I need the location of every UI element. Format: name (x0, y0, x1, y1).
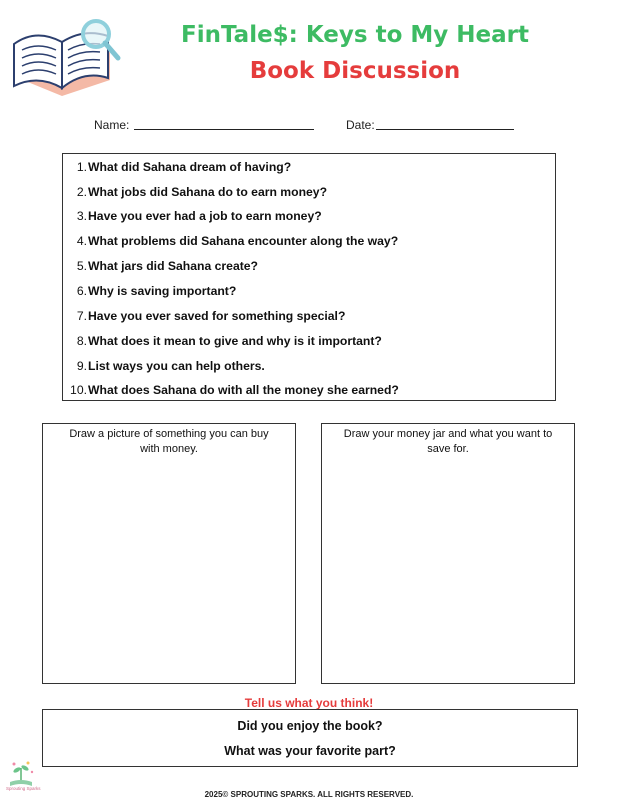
question-text: Have you ever saved for something special? (88, 309, 346, 323)
draw-jar-prompt: Draw your money jar and what you want to save for. (343, 428, 553, 455)
draw-buy-box[interactable] (42, 423, 296, 684)
question-item (63, 281, 236, 301)
feedback-box (42, 709, 578, 767)
draw-money-jar-box[interactable] (321, 423, 575, 684)
question-item (63, 206, 322, 226)
name-label: Name: (94, 118, 130, 132)
question-text: List ways you can help others. (88, 359, 265, 373)
question-number: 7. (76, 309, 87, 323)
name-blank-line[interactable] (134, 129, 314, 130)
question-item (63, 231, 398, 251)
feedback-question-favorite: What was your favorite part? (224, 744, 396, 758)
copyright-footer: 2025© SPROUTING SPARKS. ALL RIGHTS RESERVED. (204, 790, 414, 799)
question-text: What jars did Sahana create? (88, 259, 259, 273)
question-item (63, 380, 399, 400)
question-text: What jobs did Sahana do to earn money? (88, 185, 328, 199)
question-number: 8. (76, 334, 87, 348)
sprouting-sparks-logo-icon (6, 760, 41, 794)
question-number: 4. (76, 234, 87, 248)
question-number: 10. (70, 383, 87, 397)
question-item (63, 306, 345, 326)
date-label: Date: (346, 118, 375, 132)
question-text: What does it mean to give and why is it important? (88, 334, 382, 348)
question-number: 2. (76, 185, 87, 199)
open-book-magnifier-icon (10, 12, 122, 98)
question-text: What did Sahana dream of having? (88, 160, 292, 174)
feedback-heading: Tell us what you think! (244, 696, 374, 710)
worksheet-subtitle: Book Discussion (249, 58, 461, 84)
question-text: What does Sahana do with all the money she earned? (88, 383, 399, 397)
question-number: 5. (76, 259, 87, 273)
question-number: 1. (76, 160, 87, 174)
question-text: Have you ever had a job to earn money? (88, 209, 322, 223)
brand-name: Sprouting Sparks (6, 786, 41, 791)
question-item (63, 256, 258, 276)
date-blank-line[interactable] (376, 129, 514, 130)
question-number: 3. (76, 209, 87, 223)
draw-buy-prompt: Draw a picture of something you can buy with money. (69, 428, 269, 455)
feedback-question-enjoy: Did you enjoy the book? (237, 719, 383, 733)
question-number: 9. (76, 359, 87, 373)
worksheet-title: FinTale$: Keys to My Heart (180, 22, 529, 48)
question-text: What problems did Sahana encounter along the way? (88, 234, 399, 248)
question-text: Why is saving important? (88, 284, 237, 298)
question-item (63, 356, 265, 376)
question-item (63, 182, 327, 202)
questions-box (62, 153, 556, 401)
question-item (63, 157, 291, 177)
question-item (63, 331, 382, 351)
question-number: 6. (76, 284, 87, 298)
